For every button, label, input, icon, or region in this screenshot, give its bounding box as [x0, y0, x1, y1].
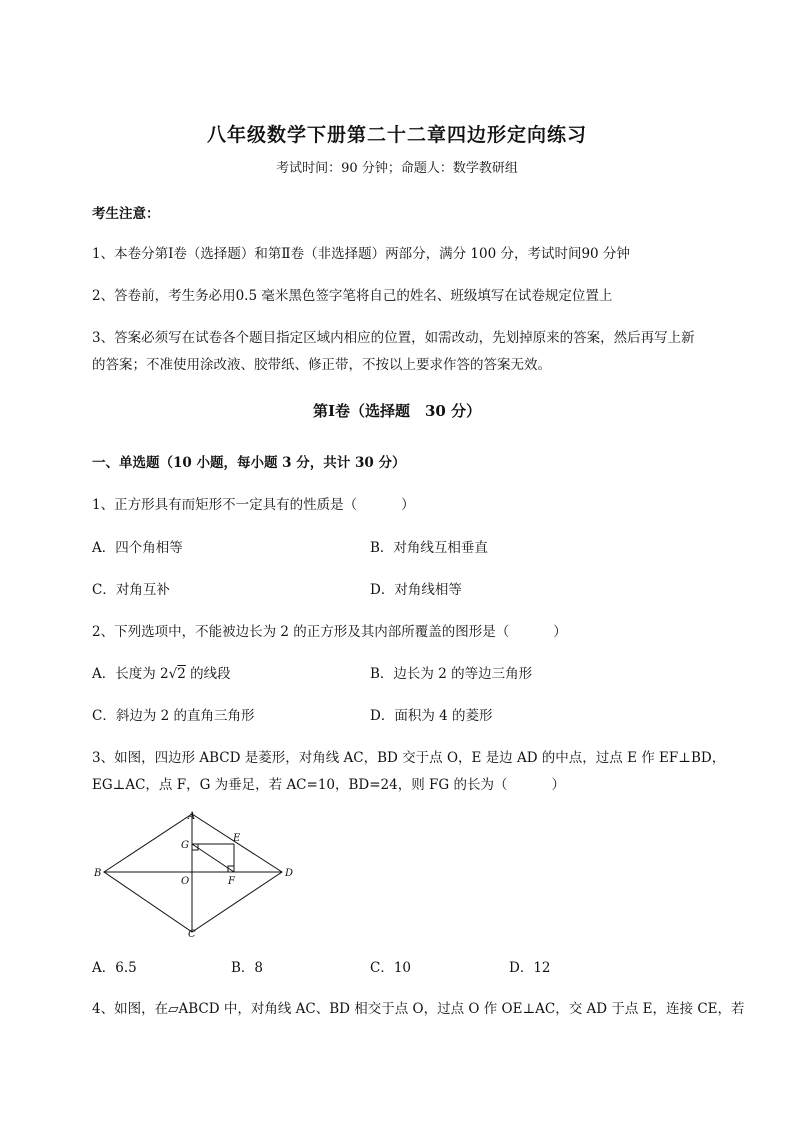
question-1-stem: [92, 493, 415, 513]
q2-option-a-post: 的线段: [185, 666, 231, 682]
notice-item-1: 1、本卷分第Ⅰ卷（选择题）和第Ⅱ卷（非选择题）两部分，满分 100 分，考试时间90 分钟: [92, 246, 630, 262]
question-3-line-1: 3、如图，四边形 ABCD 是菱形，对角线 AC，BD 交于点 O，E 是边 AD 的中点，过点 E 作 EF⊥BD，: [92, 750, 726, 766]
notice-item-3: 3、答案必须写在试卷各个题目指定区域内相应的位置，如需改动，先划掉原来的答案，然后再写上新: [92, 330, 695, 346]
exam-info: 考试时间：90 分钟；命题人：数学教研组: [276, 161, 518, 176]
question-1-text: 1、正方形具有而矩形不一定具有的性质是（: [92, 497, 358, 513]
q1-option-c: C．对角互补: [92, 582, 170, 598]
label-g: G: [181, 840, 189, 851]
page-title: 八年级数学下册第二十二章四边形定向练习: [206, 124, 587, 146]
q2-option-b: B．边长为 2 的等边三角形: [370, 666, 533, 682]
question-2-stem: [92, 620, 567, 640]
q2-option-a: [92, 662, 231, 682]
part-heading: 一、单选题（10 小题，每小题 3 分，共计 30 分）: [92, 455, 406, 471]
q2-option-d: D．面积为 4 的菱形: [370, 708, 493, 724]
notice-heading: 考生注意：: [92, 206, 160, 222]
q3-option-b: B．8: [231, 960, 264, 976]
question-4-line-1: 4、如图，在▱ABCD 中，对角线 AC、BD 相交于点 O，过点 O 作 OE⊥AC，交 AD 于点 E，连接 CE，若: [92, 1001, 745, 1017]
rhombus-figure: [90, 808, 300, 938]
rhombus-abcd: [104, 814, 282, 932]
q2-option-a-radicand: 2: [177, 666, 186, 682]
question-2-text: 2、下列选项中，不能被边长为 2 的正方形及其内部所覆盖的图形是（: [92, 624, 510, 640]
sqrt-icon: √: [168, 666, 178, 682]
question-3-line-2: [92, 773, 565, 793]
q1-option-d: D．对角线相等: [370, 582, 462, 598]
notice-item-2: 2、答卷前，考生务必用0.5 毫米黑色签字笔将自己的姓名、班级填写在试卷规定位置上: [92, 288, 613, 304]
question-1-close: ）: [401, 497, 415, 513]
notice-item-3-cont: 的答案；不准使用涂改液、胶带纸、修正带，不按以上要求作答的答案无效。: [92, 357, 551, 373]
question-3-close: ）: [551, 777, 565, 793]
label-d: D: [285, 868, 294, 879]
q2-option-c: C．斜边为 2 的直角三角形: [92, 708, 255, 724]
q2-option-a-pre: A．长度为 2: [92, 666, 169, 682]
q1-option-b: B．对角线互相垂直: [370, 540, 488, 556]
question-2-close: ）: [553, 624, 567, 640]
label-f: F: [228, 876, 235, 887]
q1-option-a: A．四个角相等: [92, 540, 183, 556]
label-e: E: [233, 833, 241, 844]
section-title: 第Ⅰ卷（选择题 30 分）: [312, 402, 482, 420]
q3-option-a: A．6.5: [92, 960, 137, 976]
label-c: C: [188, 929, 196, 938]
label-b: B: [94, 868, 102, 879]
label-a: A: [188, 811, 196, 822]
q3-option-d: D．12: [509, 960, 551, 976]
q3-option-c: C．10: [370, 960, 412, 976]
label-o: O: [181, 876, 190, 887]
question-3-text: EG⊥AC，点 F，G 为垂足，若 AC=10，BD=24，则 FG 的长为（: [92, 777, 508, 793]
